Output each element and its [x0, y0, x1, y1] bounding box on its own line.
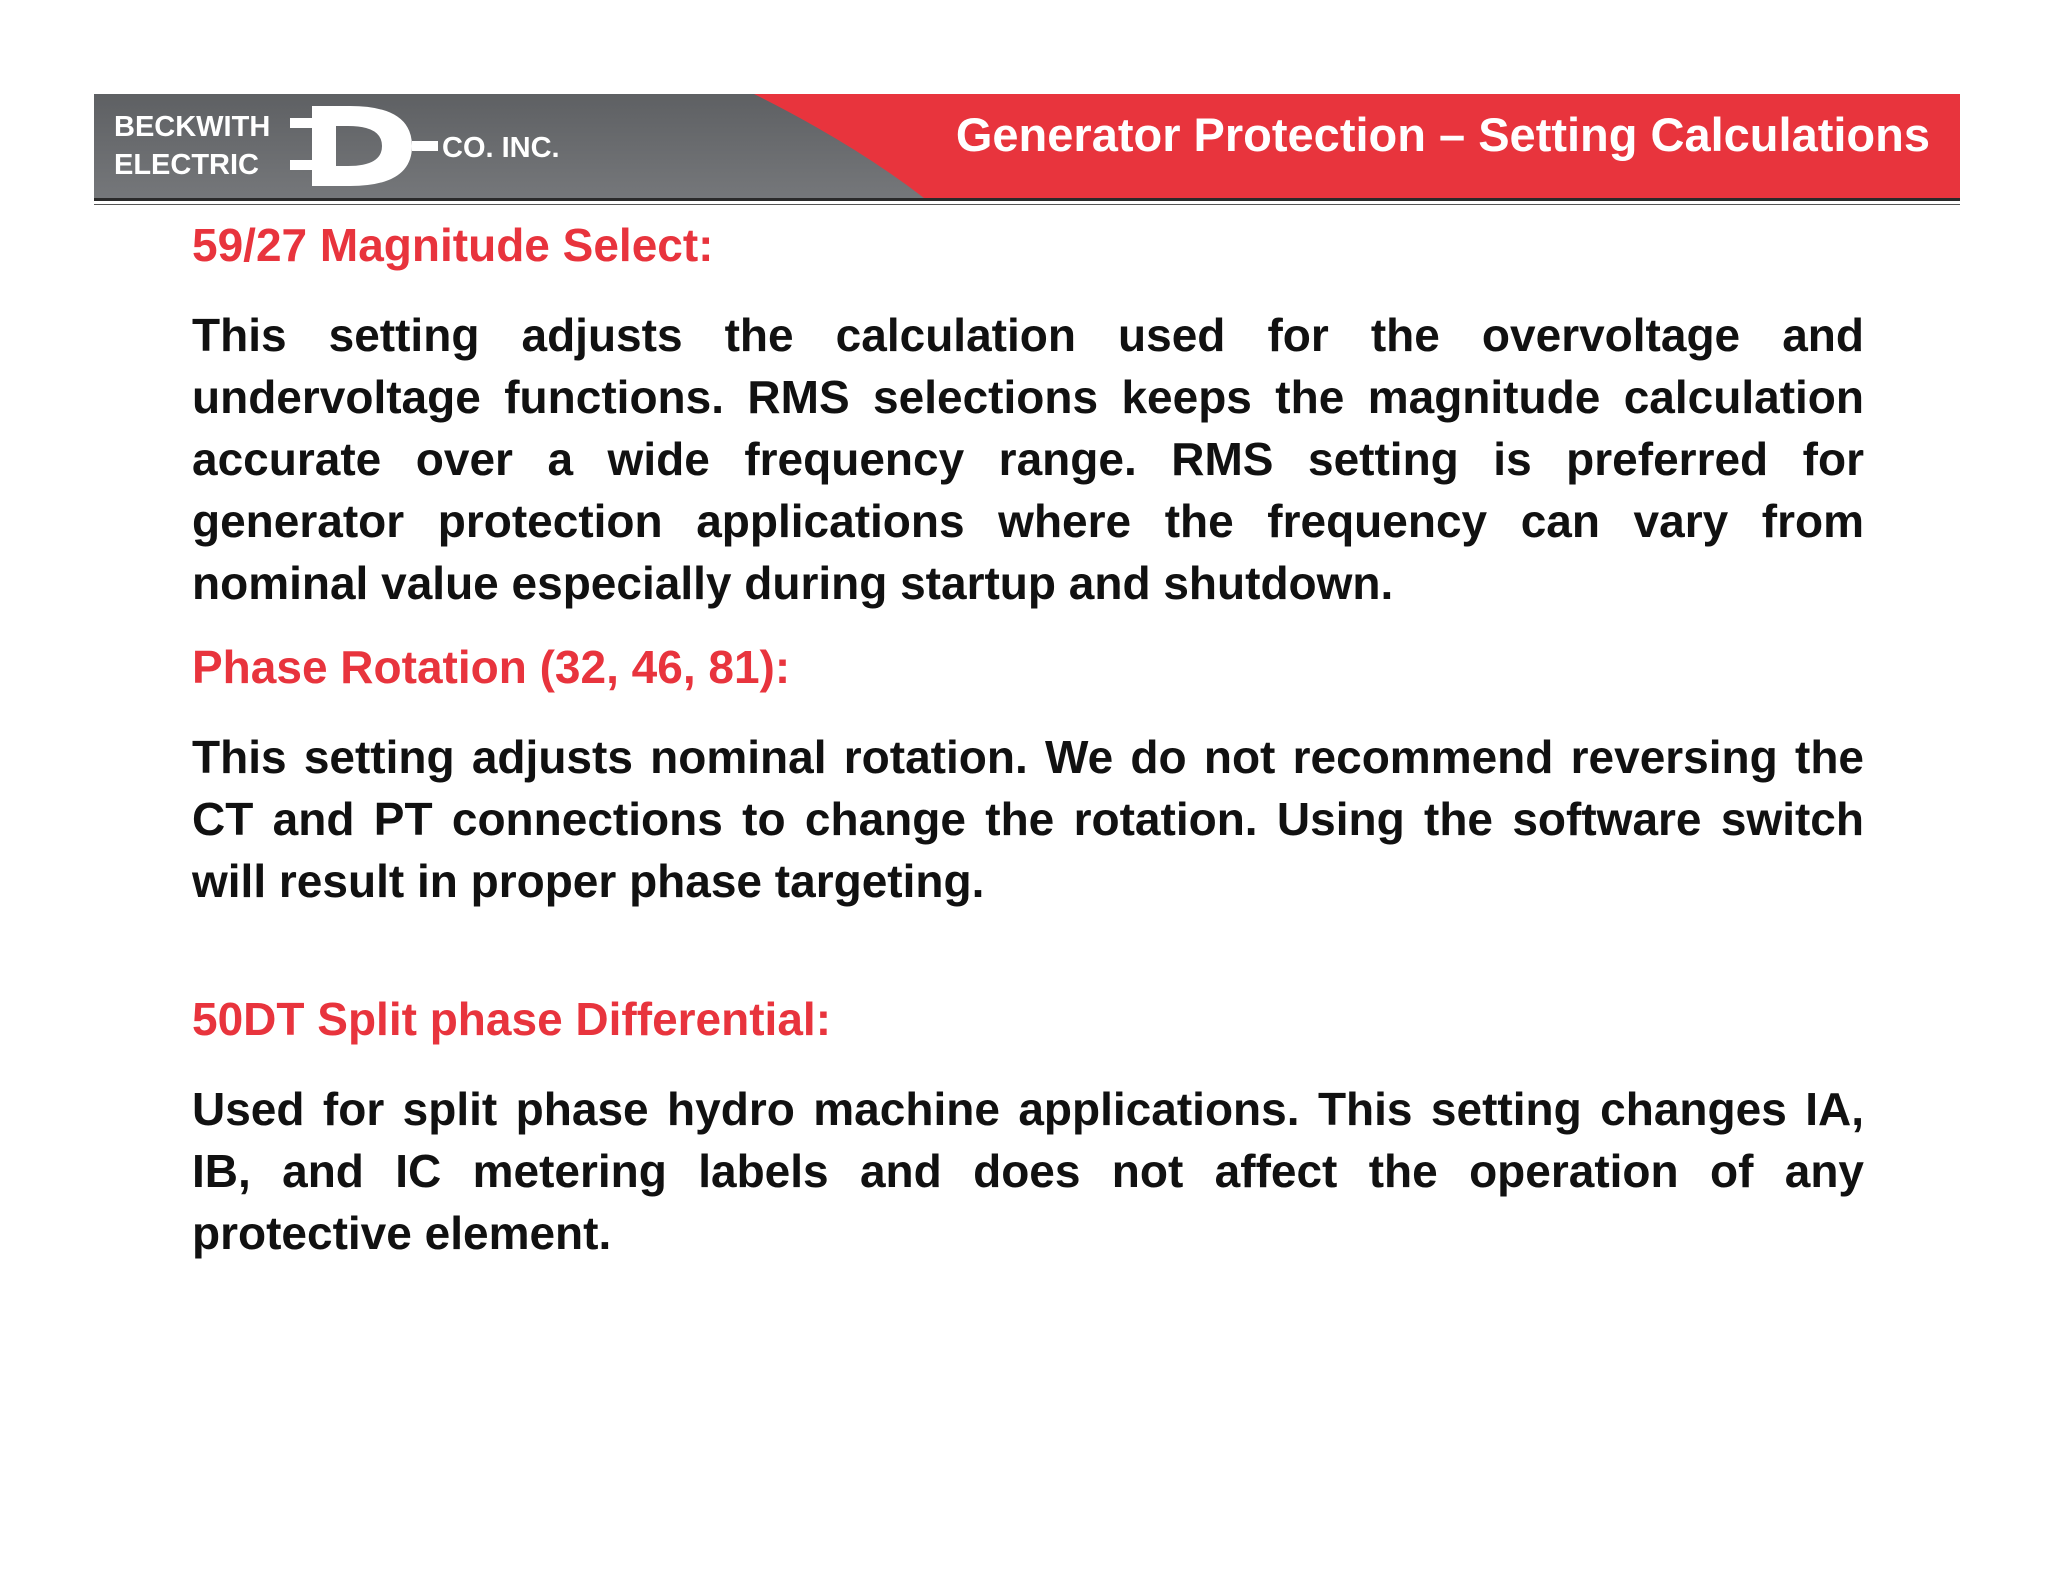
logo-line2: ELECTRIC — [114, 149, 259, 181]
section-title-split-phase: 50DT Split phase Differential: — [192, 993, 832, 1045]
section-body-magnitude-select: This setting adjusts the calculation used for the overvoltage and undervoltage functions. RMS selections keeps the magnitude calculation accurate over a wide frequency range. RMS setting is preferred for generator protection applications where the frequency can vary from nominal value especially during startup and shutdown. — [192, 309, 1864, 609]
slide-content — [192, 216, 1864, 1288]
section-body-phase-rotation: This setting adjusts nominal rotation. We do not recommend reversing the CT and PT connections to change the rotation. Using the software switch will result in proper phase targeting. — [192, 731, 1864, 907]
logo-line1: BECKWITH — [114, 111, 271, 143]
company-logo — [112, 104, 672, 188]
logo-d-mark — [312, 106, 412, 186]
section-body-split-phase: Used for split phase hydro machine applications. This setting changes IA, IB, and IC metering labels and does not affect the operation of any protective element. — [192, 1083, 1864, 1259]
section-title-magnitude-select: 59/27 Magnitude Select: — [192, 219, 714, 271]
section-title-phase-rotation: Phase Rotation (32, 46, 81): — [192, 641, 791, 693]
slide-title: Generator Protection – Setting Calculations — [955, 108, 1930, 161]
header-divider — [94, 198, 1960, 201]
header-divider-thin — [94, 204, 1960, 205]
slide-header — [94, 94, 1960, 198]
logo-suffix: CO. INC. — [442, 132, 560, 164]
